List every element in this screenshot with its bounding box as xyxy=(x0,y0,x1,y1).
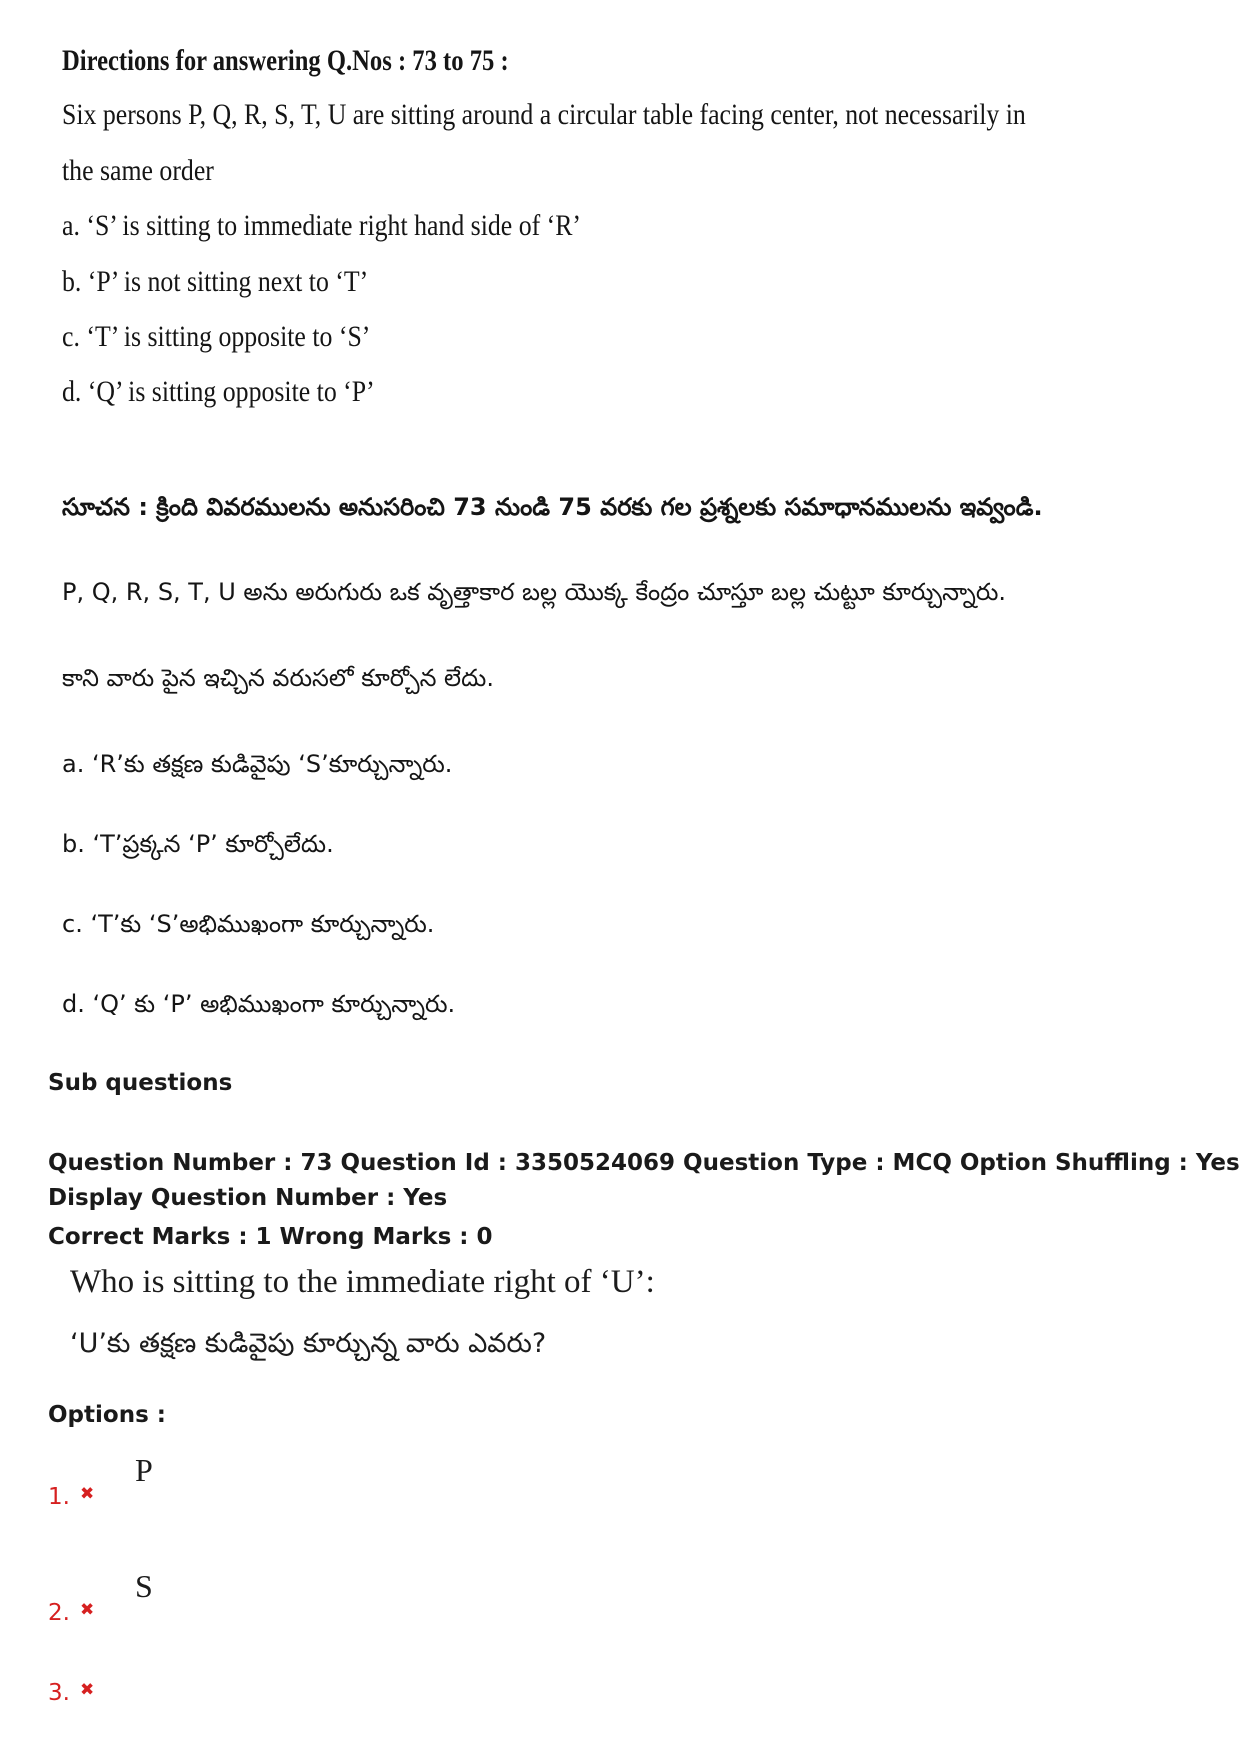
question-text-telugu: ‘U’కు తక్షణ కుడివైపు కూర్చున్న వారు ఎవరు? xyxy=(70,1328,547,1359)
telugu-heading: సూచన : క్రింది వివరములను అనుసరించి 73 నుండి 75 వరకు గల ప్రశ్నలకు సమాధానములను ఇవ్వండి. xyxy=(62,493,1043,521)
telugu-intro-line-1: P, Q, R, S, T, U అను అరుగురు ఒక వృత్తాకార బల్ల యొక్క కేంద్రం చూస్తూ బల్ల చుట్టూ కూర్చున్నారు. xyxy=(62,578,1007,606)
telugu-statement-c: c. ‘T’కు ‘S’అభిముఖంగా కూర్చున్నారు. xyxy=(62,910,435,938)
passage-statement-d: d. ‘Q’ is sitting opposite to ‘P’ xyxy=(62,375,375,408)
question-text-english: Who is sitting to the immediate right of ‘U’: xyxy=(70,1264,655,1300)
passage-statement-c: c. ‘T’ is sitting opposite to ‘S’ xyxy=(62,320,371,353)
option-number: 1. xyxy=(48,1484,70,1510)
option-number: 2. xyxy=(48,1600,70,1626)
telugu-statement-a: a. ‘R’కు తక్షణ కుడివైపు ‘S’కూర్చున్నారు. xyxy=(62,750,453,778)
passage-statement-a: a. ‘S’ is sitting to immediate right hand side of ‘R’ xyxy=(62,209,582,242)
wrong-cross-icon: ✖ xyxy=(80,1680,95,1700)
passage-intro-line-2: the same order xyxy=(62,154,214,187)
sub-questions-label: Sub questions xyxy=(48,1070,233,1096)
question-meta-line-1: Question Number : 73 Question Id : 3350524069 Question Type : MCQ Option Shuffling : Yes xyxy=(48,1150,1240,1176)
telugu-statement-d: d. ‘Q’ కు ‘P’ అభిముఖంగా కూర్చున్నారు. xyxy=(62,990,456,1018)
passage-intro-line-1: Six persons P, Q, R, S, T, U are sitting around a circular table facing center, not necessarily in xyxy=(62,98,1026,131)
question-meta-line-2: Display Question Number : Yes xyxy=(48,1185,448,1211)
option-value: P xyxy=(135,1452,153,1488)
passage-statement-b: b. ‘P’ is not sitting next to ‘T’ xyxy=(62,265,369,298)
option-value: S xyxy=(135,1568,153,1604)
wrong-cross-icon: ✖ xyxy=(80,1600,95,1620)
option-number: 3. xyxy=(48,1680,70,1706)
telugu-statement-b: b. ‘T’ప్రక్కన ‘P’ కూర్చోలేదు. xyxy=(62,830,334,858)
telugu-intro-line-2: కాని వారు పైన ఇచ్చిన వరుసలో కూర్చోన లేదు. xyxy=(62,664,494,692)
passage-heading: Directions for answering Q.Nos : 73 to 75 : xyxy=(62,44,509,77)
options-label: Options : xyxy=(48,1402,166,1428)
question-marks: Correct Marks : 1 Wrong Marks : 0 xyxy=(48,1224,493,1250)
wrong-cross-icon: ✖ xyxy=(80,1484,95,1504)
